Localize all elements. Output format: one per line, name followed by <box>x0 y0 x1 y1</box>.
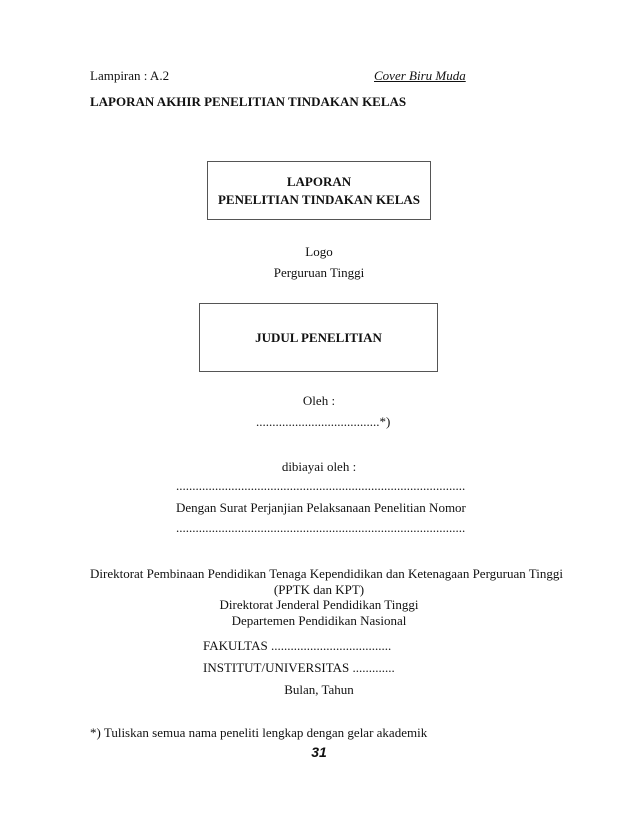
report-title-line2: PENELITIAN TINDAKAN KELAS <box>217 191 421 207</box>
faculty-field: FAKULTAS ..................................... <box>203 638 392 653</box>
agreement-label: Dengan Surat Perjanjian Pelaksanaan Penelitian Nomor <box>176 500 466 515</box>
cover-color-note: Cover Biru Muda <box>374 68 466 83</box>
agreement-number-field: ......................................................................................... <box>176 520 466 535</box>
logo-placeholder-label: Logo <box>305 244 333 259</box>
funder-field: ......................................................................................... <box>176 478 466 493</box>
funded-by-label: dibiayai oleh : <box>281 459 357 474</box>
researcher-name-field: ......................................*) <box>256 414 391 429</box>
research-title: JUDUL PENELITIAN <box>255 329 382 345</box>
directorate-line3: Direktorat Jenderal Pendidikan Tinggi <box>219 597 419 612</box>
report-title-line1: LAPORAN <box>286 173 352 189</box>
page-number: 31 <box>311 744 327 760</box>
footnote: *) Tuliskan semua nama peneliti lengkap dengan gelar akademik <box>90 725 428 740</box>
directorate-line4: Departemen Pendidikan Nasional <box>231 613 407 628</box>
by-label: Oleh : <box>302 393 336 408</box>
directorate-line1: Direktorat Pembinaan Pendidikan Tenaga Kependidikan dan Ketenagaan Perguruan Tinggi <box>90 566 563 581</box>
report-title-box <box>207 161 431 220</box>
month-year-label: Bulan, Tahun <box>284 682 354 697</box>
research-title-box <box>199 303 438 372</box>
attachment-label: Lampiran : A.2 <box>90 68 170 83</box>
logo-institution-label: Perguruan Tinggi <box>273 265 365 280</box>
document-title: LAPORAN AKHIR PENELITIAN TINDAKAN KELAS <box>90 94 407 109</box>
university-field: INSTITUT/UNIVERSITAS ............. <box>203 660 395 675</box>
directorate-line2: (PPTK dan KPT) <box>273 582 365 597</box>
